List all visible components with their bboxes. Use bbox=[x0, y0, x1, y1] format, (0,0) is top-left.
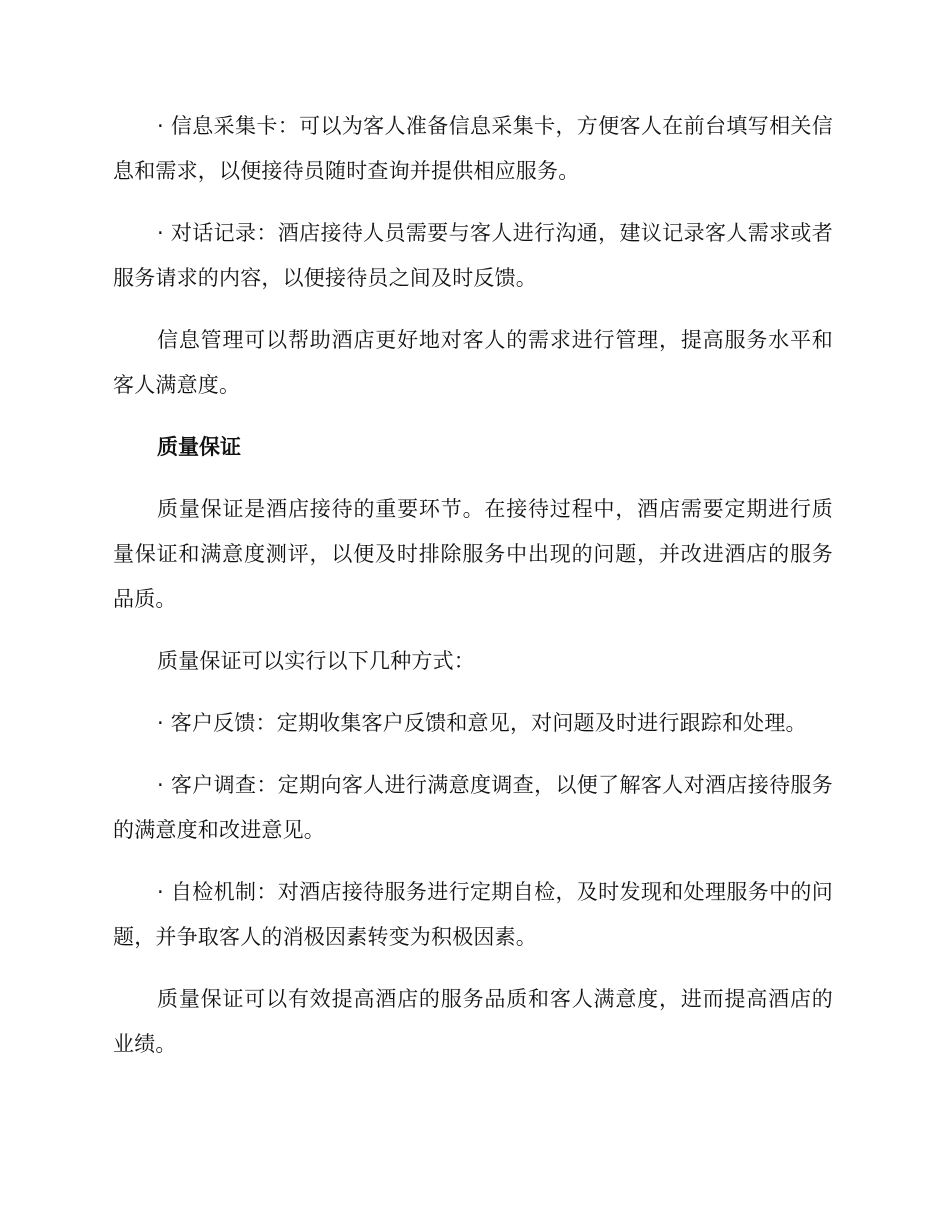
bullet-customer-survey: · 客户调查：定期向客人进行满意度调查，以便了解客人对酒店接待服务的满意度和改进意见。 bbox=[113, 773, 833, 842]
bullet-self-check: · 自检机制：对酒店接待服务进行定期自检，及时发现和处理服务中的问题，并争取客人的消极因素转变为积极因素。 bbox=[113, 880, 833, 949]
section-heading-quality: 质量保证 bbox=[157, 435, 241, 459]
quality-intro: 质量保证是酒店接待的重要环节。在接待过程中，酒店需要定期进行质量保证和满意度测评，以便及时排除服务中出现的问题，并改进酒店的服务品质。 bbox=[113, 497, 833, 611]
quality-methods-lead: 质量保证可以实行以下几种方式： bbox=[157, 649, 475, 673]
bullet-customer-feedback: · 客户反馈：定期收集客户反馈和意见，对问题及时进行跟踪和处理。 bbox=[157, 711, 807, 735]
bullet-dialogue-record: · 对话记录：酒店接待人员需要与客人进行沟通，建议记录客人需求或者服务请求的内容，以便接待员之间及时反馈。 bbox=[113, 221, 833, 290]
info-management-summary: 信息管理可以帮助酒店更好地对客人的需求进行管理，提高服务水平和客人满意度。 bbox=[113, 328, 833, 397]
quality-summary: 质量保证可以有效提高酒店的服务品质和客人满意度，进而提高酒店的业绩。 bbox=[113, 987, 833, 1056]
bullet-info-card: · 信息采集卡：可以为客人准备信息采集卡，方便客人在前台填写相关信息和需求，以便接待员随时查询并提供相应服务。 bbox=[113, 114, 833, 183]
document-page bbox=[113, 104, 833, 1084]
